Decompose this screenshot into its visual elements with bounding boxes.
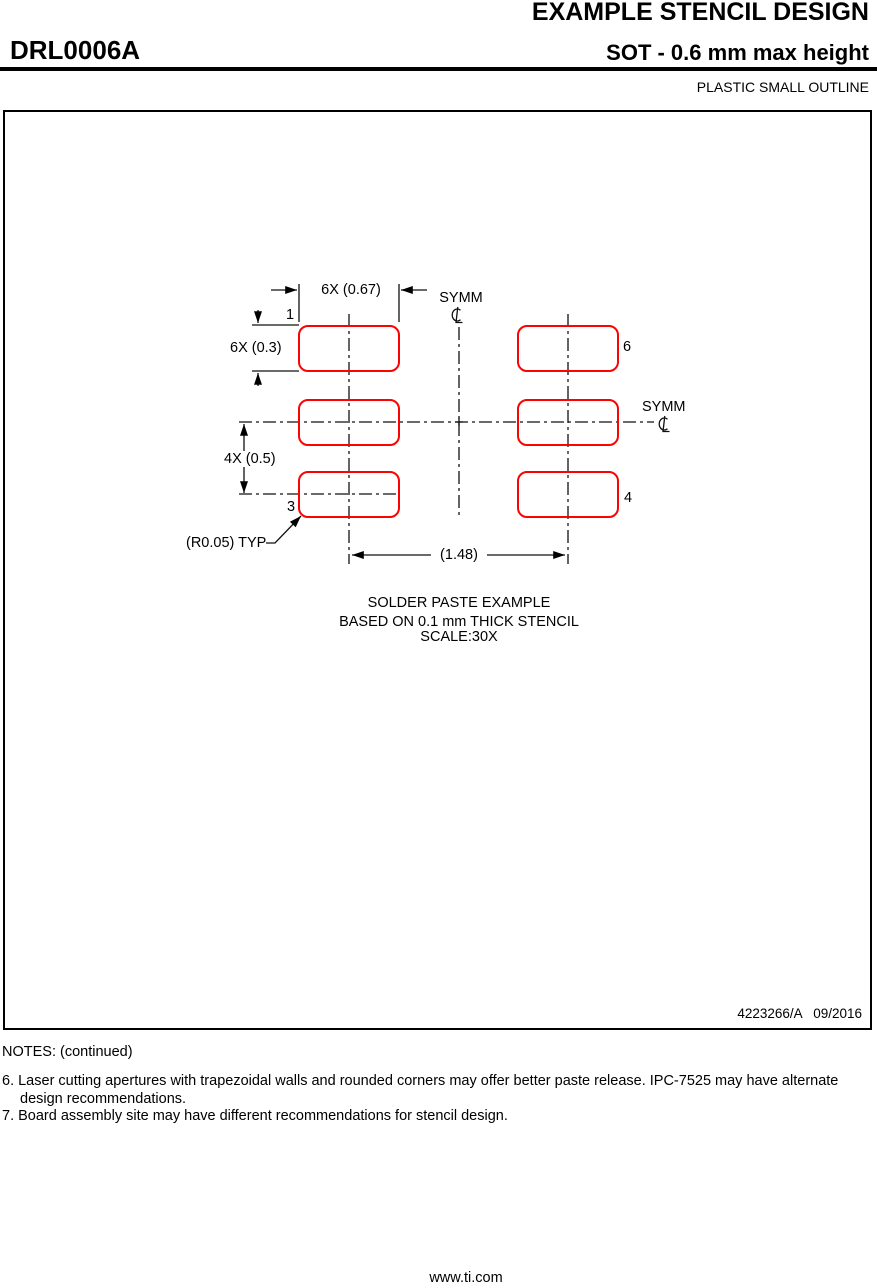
drawing-frame — [3, 110, 872, 1030]
page-title: EXAMPLE STENCIL DESIGN — [531, 0, 869, 26]
dim-span-label: (1.48) — [437, 547, 481, 563]
caption-title: SOLDER PASTE EXAMPLE — [367, 595, 551, 611]
package-subtitle: SOT - 0.6 mm max height — [606, 40, 869, 65]
note-item-7: 7. Board assembly site may have different recommendations for stencil design. — [2, 1108, 508, 1124]
package-type: PLASTIC SMALL OUTLINE — [696, 79, 869, 95]
centerlines — [239, 314, 654, 564]
note-item-6: 6. Laser cutting apertures with trapezoidal walls and rounded corners may offer better paste release. IPC-7525 may have alternate design recommendations. — [2, 1073, 839, 1107]
pin-3-label: 3 — [287, 499, 296, 515]
dim-corner-radius-label: (R0.05) TYP — [186, 535, 267, 551]
pin-6-label: 6 — [623, 339, 632, 355]
pin-1-label: 1 — [286, 307, 295, 323]
symm-top-label: SYMM — [439, 290, 483, 306]
caption-line2: BASED ON 0.1 mm THICK STENCIL — [339, 614, 579, 630]
dim-pad-height-label: 6X (0.3) — [230, 340, 282, 356]
dim-pad-width-label: 6X (0.67) — [321, 282, 381, 298]
header-rule — [0, 67, 877, 71]
symm-right-label: SYMM — [642, 399, 686, 415]
notes-heading: NOTES: (continued) — [2, 1044, 133, 1060]
footer-website: www.ti.com — [429, 1270, 503, 1286]
pin-4-label: 4 — [624, 490, 633, 506]
part-number: DRL0006A — [10, 35, 141, 65]
dim-pitch-label: 4X (0.5) — [221, 451, 279, 467]
centerline-symbol-icon-right — [659, 416, 669, 432]
caption-line3: SCALE:30X — [420, 629, 498, 645]
stencil-diagram-graphics — [5, 112, 870, 1028]
notes-list — [2, 1073, 854, 1126]
centerline-symbol-icon-top — [452, 307, 462, 323]
doc-number: 4223266/A 09/2016 — [737, 1006, 862, 1021]
